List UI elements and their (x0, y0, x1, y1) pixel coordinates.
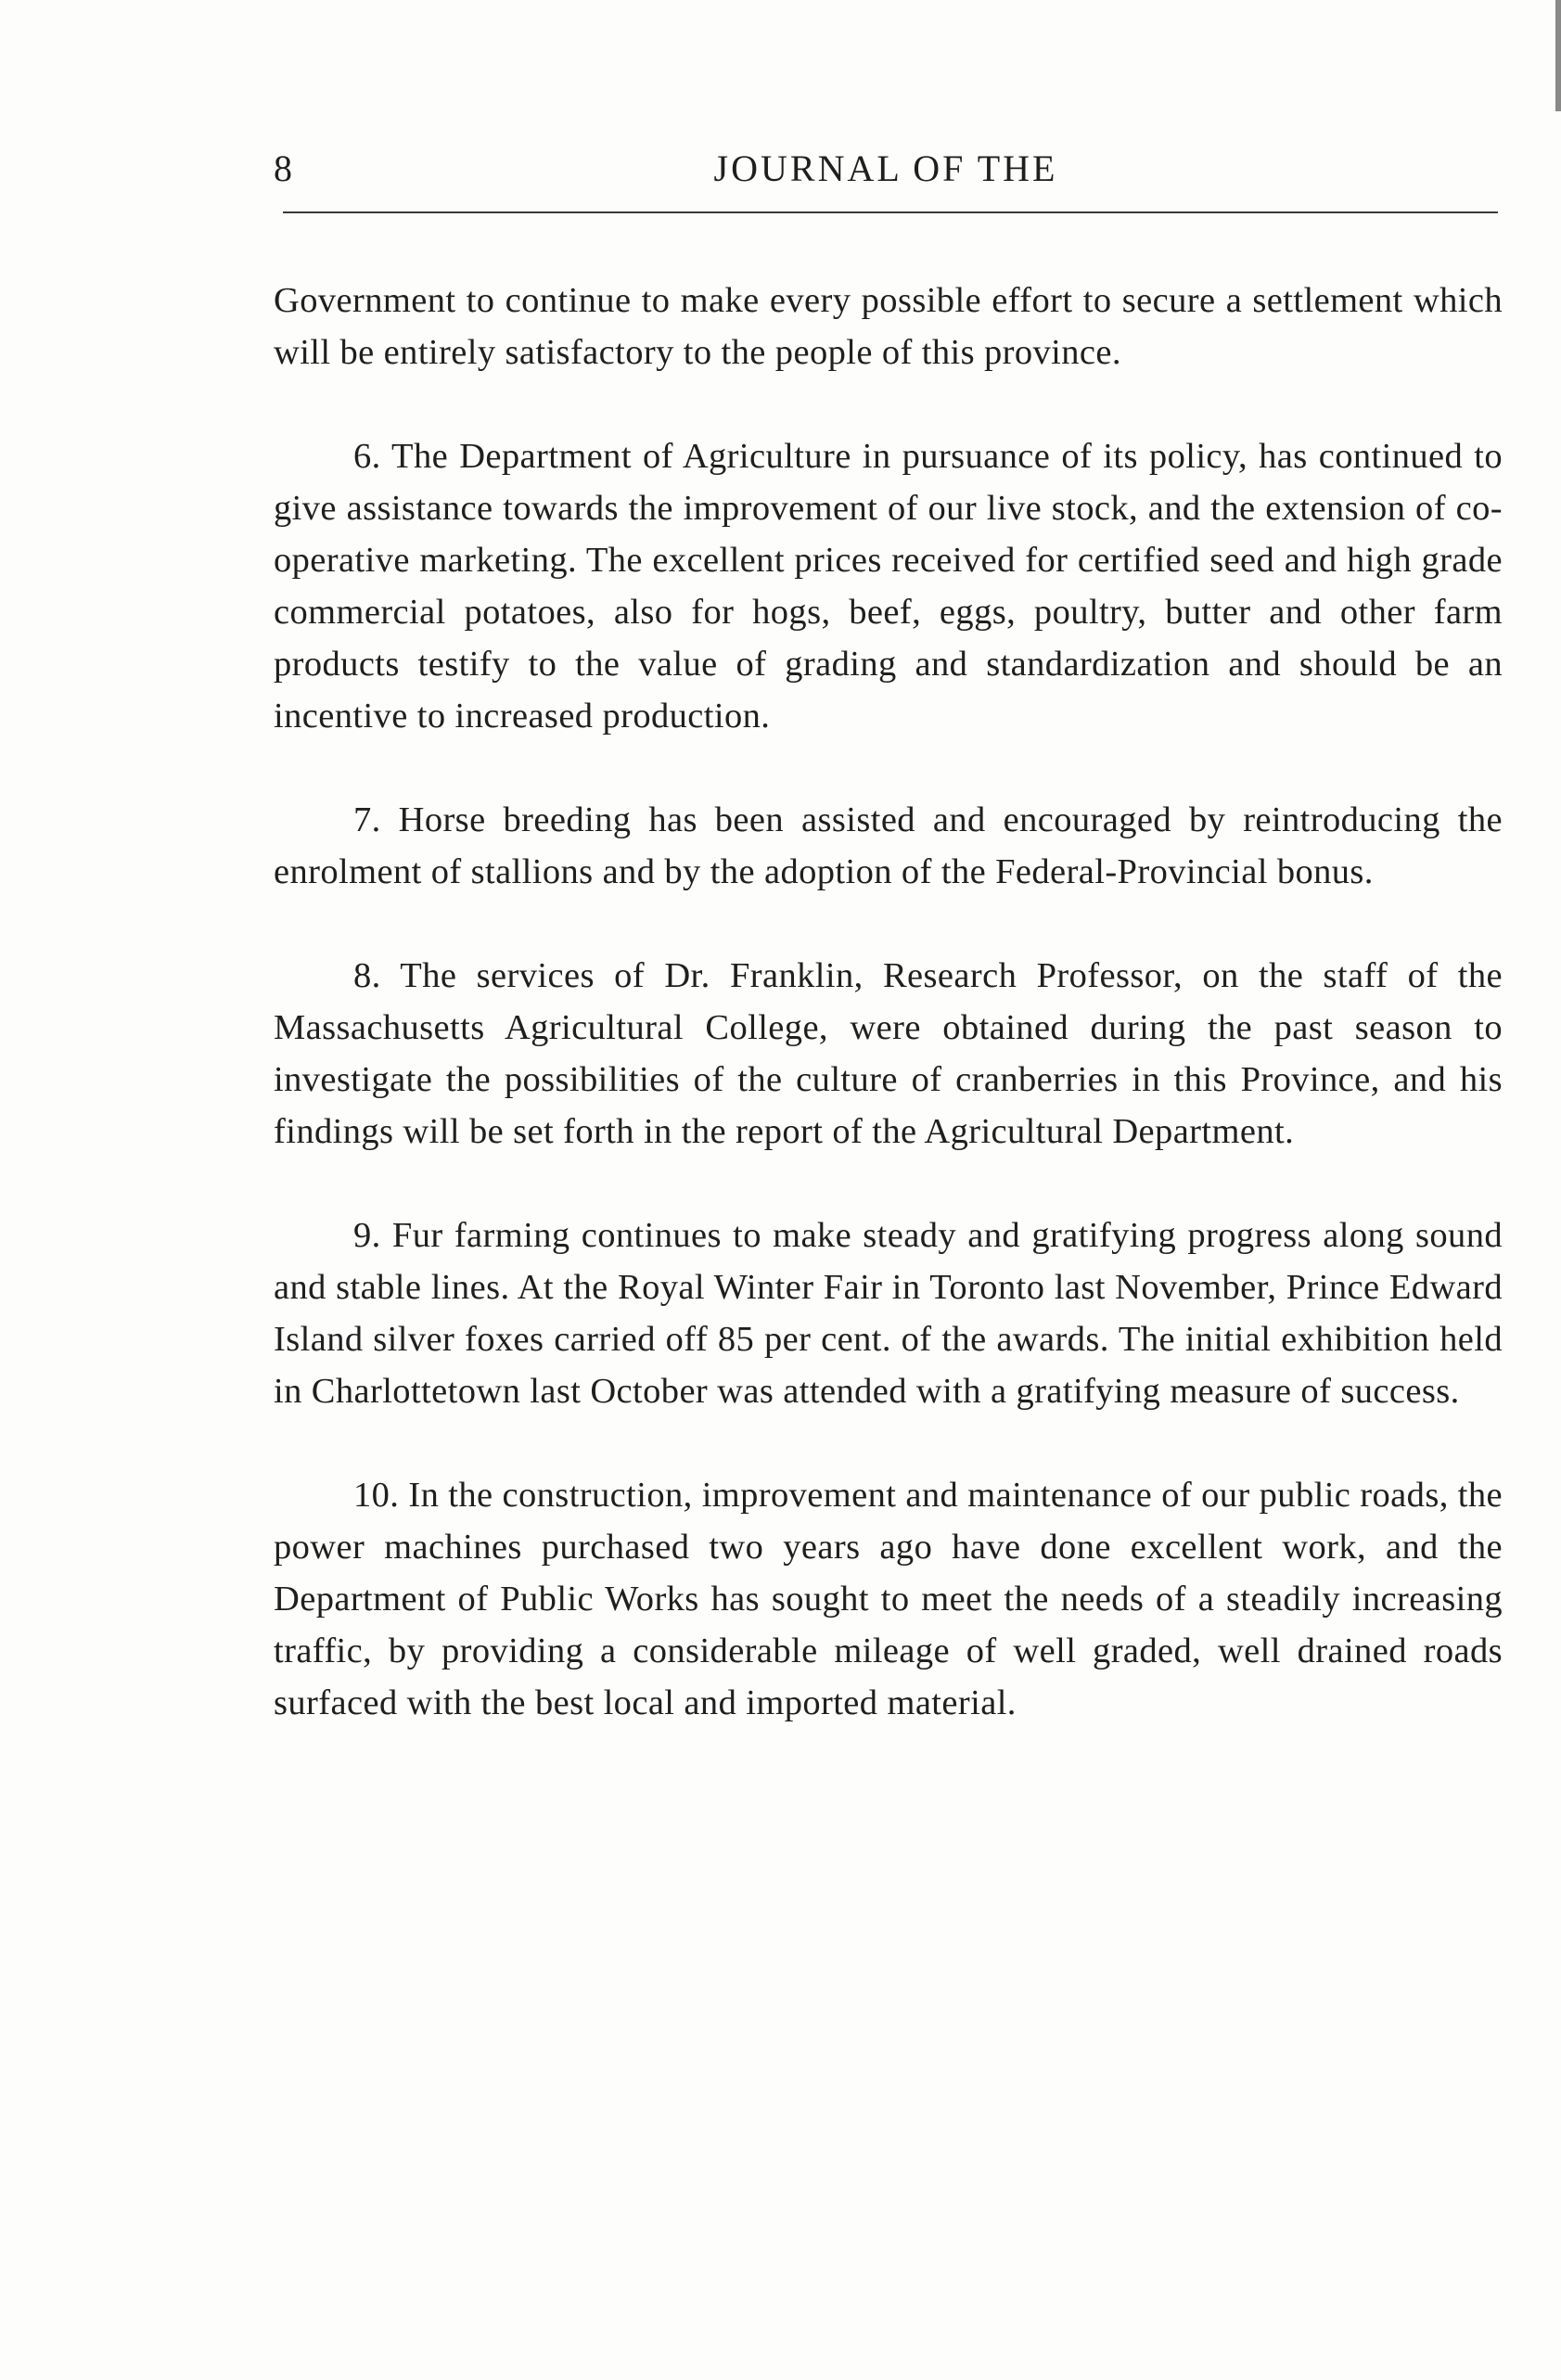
paragraph-7: 7. Horse breeding has been assisted and encouraged by reintroducing the enrolment of stallions and by the adoption of the Federal-Provincial bonus. (274, 800, 1503, 891)
page-number: 8 (274, 147, 293, 189)
paragraph-10: 10. In the construction, improvement and maintenance of our public roads, the power machines purchased two years ago have done excellent work, and the Department of Public Works has sought to meet the needs of a steadily increasing traffic, by providing a considerable mileage of well graded, well drained roads surfaced with the best local and imported material. (274, 1476, 1503, 1722)
page-header (274, 147, 1498, 202)
paragraph-continued: Government to continue to make every possible effort to secure a settlement which will be entirely satisfactory to the people of this province. (274, 281, 1503, 372)
header-rule (283, 211, 1498, 213)
paragraph-6: 6. The Department of Agriculture in pursuance of its policy, has continued to give assistance towards the improvement of our live stock, and the extension of co-operative marketing. The excellent prices received for certified seed and high grade commercial potatoes, also for hogs, beef, eggs, poultry, butter and other farm products testify to the value of grading and standardization and should be an incentive to increased production. (274, 437, 1503, 736)
page-edge-shadow (1555, 0, 1561, 111)
running-head: JOURNAL OF THE (713, 147, 1058, 189)
paragraph-9: 9. Fur farming continues to make steady and gratifying progress along sound and stable lines. At the Royal Winter Fair in Toronto last November, Prince Edward Island silver foxes carried off 85 per cent. of the awards. The initial exhibition held in Charlottetown last October was attended with a gratifying measure of success. (274, 1216, 1503, 1411)
paragraph-8: 8. The services of Dr. Franklin, Research Professor, on the staff of the Massachusetts Agricultural College, were obtained during the past season to investigate the possibilities of the culture of cranberries in this Province, and his findings will be set forth in the report of the Agricultural Department. (274, 956, 1503, 1151)
body-text (274, 275, 1503, 1729)
